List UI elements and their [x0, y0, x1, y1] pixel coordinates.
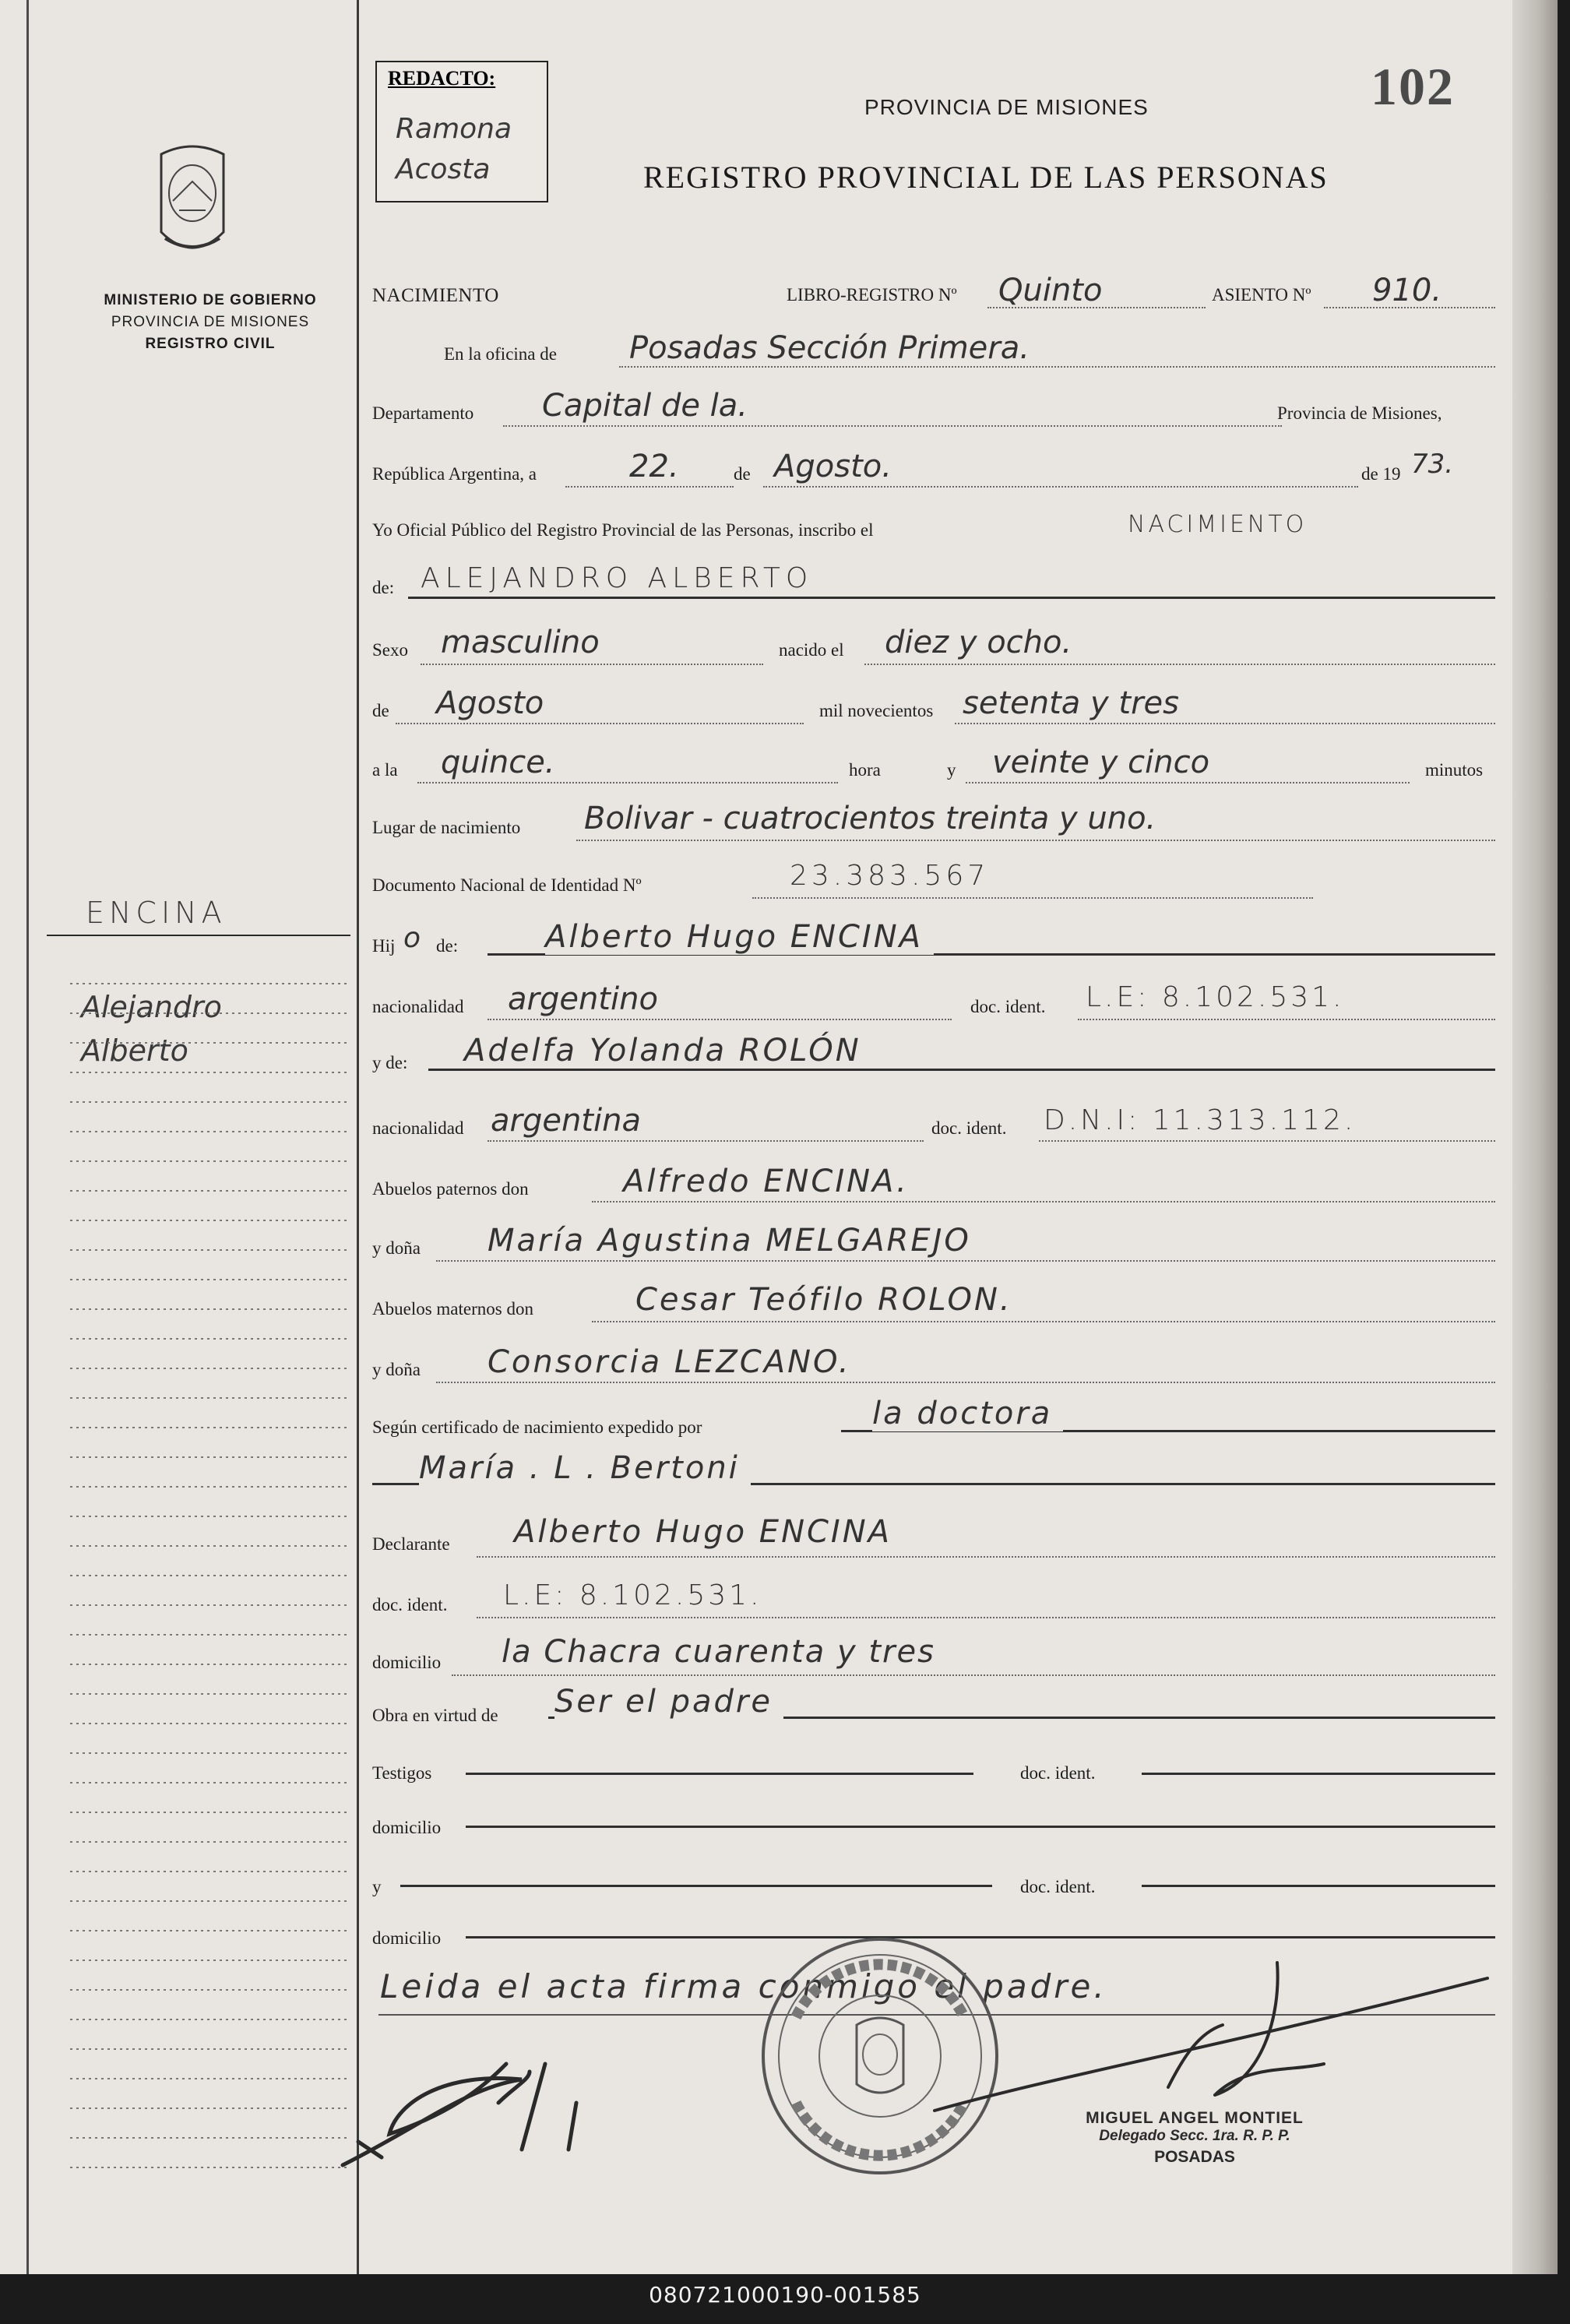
dia-value: 22. [629, 449, 679, 484]
redacto-name-line1: Ramona [396, 113, 512, 145]
oficina-label: En la oficina de [444, 344, 557, 364]
testigo2-doc-rule [1142, 1885, 1495, 1887]
abuelos-mat-label: Abuelos maternos don [372, 1299, 533, 1319]
testigo1-doc-label: doc. ident. [1020, 1763, 1096, 1783]
margin-surname: ENCINA [86, 896, 227, 930]
madre-doc-value: D.N.I: 11.313.112. [1044, 1104, 1357, 1136]
padre-doc-dots [1078, 1019, 1495, 1020]
ministry-registry: REGISTRO CIVIL [145, 336, 276, 352]
certificado-value-2: María . L . Bertoni [419, 1450, 751, 1486]
mil-label: mil novecientos [819, 701, 934, 720]
madre-nac-label: nacionalidad [372, 1118, 464, 1138]
domicilio-dots [452, 1674, 1495, 1676]
libro-value: Quinto [998, 273, 1103, 308]
page-edge [1512, 0, 1558, 2274]
domicilio-value: la Chacra cuarenta y tres [502, 1634, 935, 1670]
abuela-mat-value: Consorcia LEZCANO. [488, 1344, 851, 1380]
mes-dots [763, 486, 1358, 488]
anio-nac-dots [955, 723, 1495, 724]
abuelo-mat-value: Cesar Teófilo ROLON. [635, 1282, 1012, 1318]
oficial-text: Yo Oficial Público del Registro Provincial de las Personas, inscribo el [372, 520, 874, 540]
oficina-value: Posadas Sección Primera. [629, 330, 1030, 366]
abuela-mat-dots [436, 1382, 1495, 1383]
official-signature [888, 1931, 1511, 2118]
lugar-label: Lugar de nacimiento [372, 818, 521, 837]
leida-value: Leida el acta firma conmigo el padre. [380, 1967, 1107, 2005]
madre-nac-value: argentina [491, 1103, 641, 1139]
margin-divider [357, 0, 359, 2274]
minutos-dots [966, 782, 1410, 783]
abuelo-pat-dots [592, 1201, 1495, 1202]
abuela-pat-dots [436, 1260, 1495, 1262]
padre-doc-value: L.E: 8.102.531. [1086, 981, 1345, 1013]
abuelo-pat-value: Alfredo ENCINA. [623, 1164, 909, 1199]
decl-doc-dots [477, 1617, 1495, 1618]
testigo2-doc-label: doc. ident. [1020, 1877, 1096, 1896]
testigos-label: Testigos [372, 1763, 432, 1783]
nacido-value: diez y ocho. [885, 625, 1072, 660]
dni-value: 23.383.567 [790, 860, 990, 892]
nombre-value: ALEJANDRO ALBERTO [421, 562, 824, 594]
de-nombre-label: de: [372, 578, 395, 597]
abuelo-mat-dots [592, 1321, 1495, 1322]
hora-value: quince. [441, 745, 555, 780]
redacto-name [396, 109, 512, 190]
de-label: de [734, 464, 751, 484]
decl-doc-label: doc. ident. [372, 1595, 448, 1614]
year-value: 73. [1411, 449, 1454, 480]
hora-label: hora [849, 760, 881, 780]
minutos-label: minutos [1425, 760, 1484, 780]
certificado-label: Según certificado de nacimiento expedido por [372, 1417, 702, 1437]
departamento-value: Capital de la. [542, 388, 748, 424]
oficina-dots [619, 366, 1495, 368]
sexo-label: Sexo [372, 640, 408, 660]
registry-title: REGISTRO PROVINCIAL DE LAS PERSONAS [643, 160, 1329, 195]
nacido-dots [864, 664, 1495, 665]
asiento-label: ASIENTO Nº [1212, 285, 1311, 305]
nacimiento-label: NACIMIENTO [372, 285, 499, 306]
declarante-dots [477, 1556, 1495, 1558]
redacto-box [375, 61, 548, 202]
ministry-name: MINISTERIO DE GOBIERNO [104, 292, 317, 308]
margin-rule [47, 935, 350, 936]
official-city: POSADAS [1154, 2148, 1235, 2166]
lugar-value: Bolivar - cuatrocientos treinta y uno. [584, 801, 1156, 836]
nombre-rule [408, 597, 1495, 599]
hijo-letter: o [403, 922, 421, 954]
official-block [1086, 2109, 1304, 2167]
obra-value: Ser el padre [554, 1684, 783, 1720]
departamento-dots [503, 425, 1282, 427]
hijo-label: Hij [372, 936, 396, 956]
hora-dots [417, 782, 838, 783]
testigo2-domicilio-label: domicilio [372, 1928, 442, 1948]
redacto-name-line2: Acosta [396, 153, 491, 185]
asiento-value: 910. [1372, 273, 1442, 308]
binding-line [26, 0, 29, 2274]
madre-doc-label: doc. ident. [931, 1118, 1007, 1138]
obra-label: Obra en virtud de [372, 1706, 498, 1725]
libro-label: LIBRO-REGISTRO Nº [787, 285, 957, 305]
ala-label: a la [372, 760, 398, 780]
padre-value: Alberto Hugo ENCINA [545, 919, 934, 955]
padre-nac-label: nacionalidad [372, 997, 464, 1016]
dia-dots [565, 486, 734, 488]
testigo1-domicilio-rule [466, 1826, 1495, 1828]
mes-nac-dots [396, 723, 804, 724]
madre-doc-dots [1039, 1140, 1495, 1142]
abuela-pat-label: y doña [372, 1238, 421, 1258]
mes-nac-value: Agosto [436, 685, 544, 721]
abuela-mat-label: y doña [372, 1360, 421, 1379]
official-role: Delegado Secc. 1ra. R. P. P. [1099, 2128, 1290, 2144]
official-name: MIGUEL ANGEL MONTIEL [1086, 2109, 1304, 2127]
oficial-value: NACIMIENTO [1128, 511, 1308, 538]
declarante-value: Alberto Hugo ENCINA [514, 1514, 892, 1550]
hijo-de-label: de: [436, 936, 459, 956]
testigo1-doc-rule [1142, 1773, 1495, 1775]
republica-label: República Argentina, a [372, 464, 537, 484]
nacido-label: nacido el [779, 640, 844, 660]
madre-nac-dots [488, 1140, 924, 1142]
padre-nac-value: argentino [508, 981, 658, 1017]
sexo-dots [421, 664, 763, 665]
province-title: PROVINCIA DE MISIONES [864, 95, 1149, 119]
padre-doc-label: doc. ident. [970, 997, 1046, 1016]
testigo2-rule [400, 1885, 992, 1887]
departamento-label: Departamento [372, 403, 474, 423]
redacto-label: REDACTO: [388, 67, 496, 90]
decl-doc-value: L.E: 8.102.531. [503, 1579, 762, 1611]
page-number: 102 [1371, 57, 1455, 116]
ministry-block [78, 290, 343, 355]
minutos-value: veinte y cinco [992, 745, 1210, 780]
y-label: y [947, 760, 956, 780]
margin-given-2: Alberto [81, 1033, 188, 1068]
de-mes-label: de [372, 701, 389, 720]
yde-label: y de: [372, 1053, 408, 1072]
margin-given-1: Alejandro [81, 990, 222, 1024]
testigos-rule [466, 1773, 973, 1775]
provincia-label: Provincia de Misiones, [1277, 403, 1442, 423]
sexo-value: masculino [441, 625, 600, 660]
madre-rule [428, 1069, 1495, 1071]
dni-label: Documento Nacional de Identidad Nº [372, 875, 642, 895]
dni-dots [752, 897, 1313, 899]
abuela-pat-value: María Agustina MELGAREJO [488, 1223, 971, 1259]
mes-value: Agosto. [774, 449, 892, 484]
lugar-dots [576, 840, 1495, 841]
declarante-label: Declarante [372, 1534, 450, 1554]
ministry-province: PROVINCIA DE MISIONES [111, 314, 310, 330]
padre-nac-dots [488, 1019, 952, 1020]
image-id-caption: 080721000190-001585 [649, 2282, 921, 2308]
madre-value: Adelfa Yolanda ROLÓN [464, 1033, 872, 1069]
declarant-signature [327, 1994, 732, 2173]
anio-nac-value: setenta y tres [963, 685, 1179, 721]
de-year-label: de 19 [1361, 464, 1401, 484]
abuelos-pat-label: Abuelos paternos don [372, 1179, 529, 1199]
testigo1-domicilio-label: domicilio [372, 1818, 442, 1837]
domicilio-label: domicilio [372, 1653, 442, 1672]
testigo2-y-label: y [372, 1877, 382, 1896]
provincial-emblem-icon [150, 139, 235, 263]
certificado-value-1: la doctora [872, 1396, 1063, 1431]
margin-dotted-lines [70, 977, 350, 2169]
